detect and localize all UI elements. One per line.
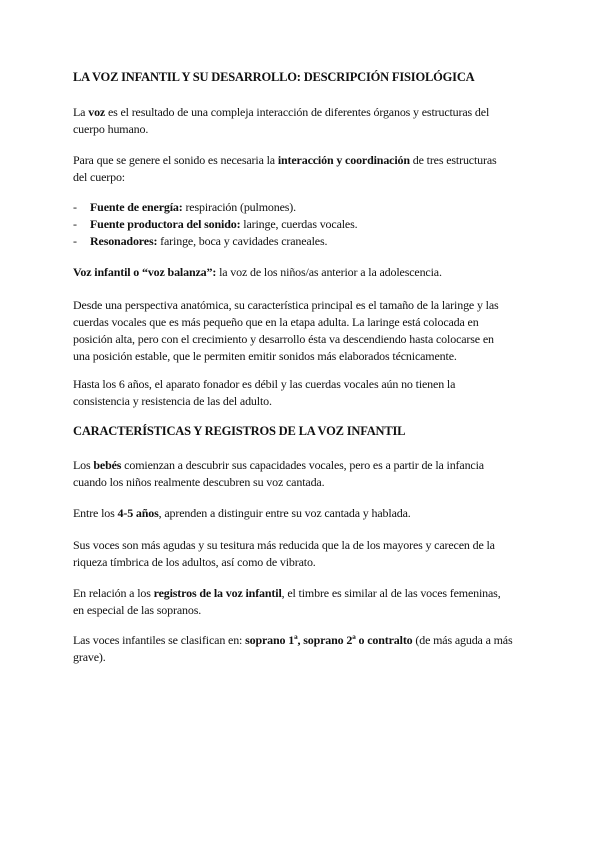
- dash-bullet: -: [73, 217, 77, 231]
- text: Los: [73, 458, 94, 472]
- bold-term: 4-5 años: [117, 506, 159, 520]
- list-item: [73, 233, 513, 250]
- heading-registers: CARACTERÍSTICAS Y REGISTROS DE LA VOZ INFANTIL: [73, 424, 406, 438]
- bold-term: interacción y coordinación: [277, 153, 410, 167]
- paragraph-registers: [73, 585, 513, 619]
- bold-term: Voz infantil o “voz balanza”:: [73, 265, 217, 279]
- structures-list: [73, 199, 513, 250]
- paragraph-voice-definition: [73, 104, 513, 138]
- paragraph-age-4-5: [73, 505, 513, 522]
- text: , aprenden a distinguir entre su voz cantada y hablada.: [158, 506, 411, 520]
- bold-term: soprano 1ª, soprano 2ª o contralto: [245, 633, 413, 647]
- text: La: [73, 105, 89, 119]
- text: comienzan a descubrir sus capacidades vocales, pero es a partir de la infancia cuando los niños realmente descubren su voz cantada.: [73, 458, 484, 489]
- paragraph-higher-voices: Sus voces son más agudas y su tesitura más reducida que la de los mayores y carecen de la riqueza tímbrica de los adultos, así como de vibrato.: [73, 538, 495, 569]
- text: , el timbre es similar al de las voces femeninas, en especial de las sopranos.: [73, 586, 501, 617]
- text: de tres estructuras del cuerpo:: [73, 153, 497, 184]
- text: la voz de los niños/as anterior a la adolescencia.: [216, 265, 442, 279]
- text: En relación a los: [73, 586, 154, 600]
- bold-term: registros de la voz infantil: [153, 586, 282, 600]
- text: faringe, boca y cavidades craneales.: [157, 234, 328, 248]
- bold-term: voz: [88, 105, 106, 119]
- paragraph-child-voice: [73, 264, 513, 281]
- dash-bullet: -: [73, 234, 77, 248]
- bold-term: Fuente productora del sonido:: [90, 217, 241, 231]
- bold-term: Fuente de energía:: [90, 200, 183, 214]
- paragraph-classification: [73, 632, 513, 666]
- text: es el resultado de una compleja interacción de diferentes órganos y estructuras del cuerpo humano.: [73, 105, 490, 136]
- bold-term: Resonadores:: [90, 234, 158, 248]
- text: Las voces infantiles se clasifican en:: [73, 633, 246, 647]
- text: Entre los: [73, 506, 118, 520]
- paragraph-structures-intro: [73, 152, 513, 186]
- paragraph-six-years: Hasta los 6 años, el aparato fonador es débil y las cuerdas vocales aún no tienen la consistencia y resistencia de las del adulto.: [73, 377, 456, 408]
- bold-term: bebés: [93, 458, 122, 472]
- paragraph-anatomy: Desde una perspectiva anatómica, su característica principal es el tamaño de la laringe y las cuerdas vocales que es más pequeño que en la etapa adulta. La laringe está colocada en posición alta, pero con el crecimiento y desarrollo ésta va descendiendo hasta colocarse en una posición estable, que le permiten emitir sonidos más elaborados técnicamente.: [73, 298, 499, 363]
- list-item: [73, 199, 513, 216]
- dash-bullet: -: [73, 200, 77, 214]
- text: respiración (pulmones).: [182, 200, 296, 214]
- text: Para que se genere el sonido es necesaria la: [73, 153, 278, 167]
- heading-physiology: LA VOZ INFANTIL Y SU DESARROLLO: DESCRIPCIÓN FISIOLÓGICA: [73, 70, 475, 84]
- text: (de más aguda a más grave).: [73, 633, 513, 664]
- list-item: [73, 216, 513, 233]
- text: laringe, cuerdas vocales.: [240, 217, 358, 231]
- paragraph-babies: [73, 457, 513, 491]
